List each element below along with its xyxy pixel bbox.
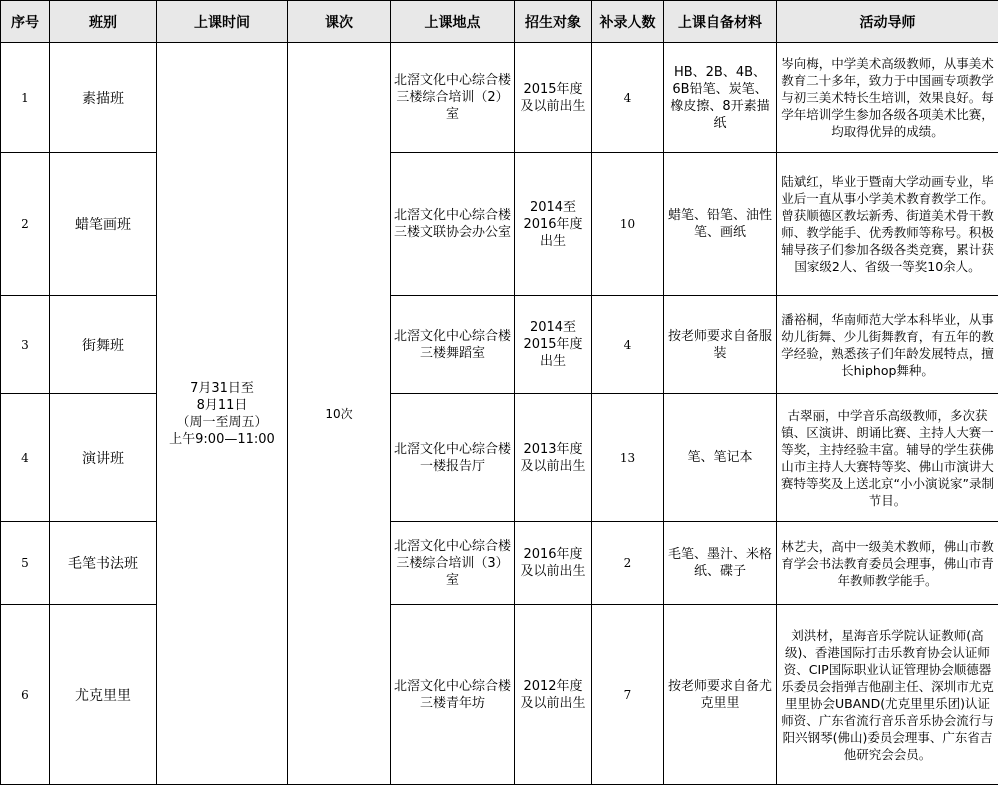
header-row <box>1 1 998 43</box>
table-row <box>1 394 998 522</box>
row-index: 4 <box>1 394 50 522</box>
row-count: 4 <box>592 296 664 394</box>
table-row <box>1 605 998 785</box>
row-count: 7 <box>592 605 664 785</box>
row-location: 北滘文化中心综合楼一楼报告厅 <box>391 394 515 522</box>
row-materials: 毛笔、墨汁、米格纸、碟子 <box>664 522 777 605</box>
row-teacher: 刘洪材，星海音乐学院认证教师(高级)、香港国际打击乐教育协会认证师资、CIP国际职业认证管理协会顺德器乐委员会指弹吉他副主任、深圳市尤克里里协会UBAND(尤克里里乐团)认证师资、广东省流行音乐音乐协会流行与阳兴钢琴(佛山)委员会理事、广东省吉他研究会会员。 <box>777 605 998 785</box>
row-count: 2 <box>592 522 664 605</box>
table-row <box>1 43 998 153</box>
table-row <box>1 296 998 394</box>
row-teacher: 陆斌红，毕业于暨南大学动画专业，毕业后一直从事小学美术教育教学工作。曾获顺德区教坛新秀、街道美术骨干教师、教学能手、优秀教师等称号。积极辅导孩子们参加各级各类竞赛，累计获国家级2人、省级一等奖10余人。 <box>777 153 998 296</box>
schedule-line: 7月31日至 <box>190 380 254 396</box>
row-materials: 笔、笔记本 <box>664 394 777 522</box>
row-location: 北滘文化中心综合楼三楼舞蹈室 <box>391 296 515 394</box>
row-materials: 按老师要求自备服装 <box>664 296 777 394</box>
schedule-line: 8月11日 <box>196 397 248 413</box>
schedule-line: 上午9:00—11:00 <box>169 431 275 447</box>
row-target: 2016年度及以前出生 <box>515 522 592 605</box>
row-count: 10 <box>592 153 664 296</box>
row-index: 6 <box>1 605 50 785</box>
row-materials: 按老师要求自备尤克里里 <box>664 605 777 785</box>
header-teacher: 活动导师 <box>777 1 998 43</box>
row-location: 北滘文化中心综合楼三楼综合培训（2）室 <box>391 43 515 153</box>
table-row <box>1 522 998 605</box>
row-class-name: 街舞班 <box>50 296 157 394</box>
row-class-name: 毛笔书法班 <box>50 522 157 605</box>
row-target: 2014至2015年度出生 <box>515 296 592 394</box>
row-teacher: 岑向梅，中学美术高级教师，从事美术教育二十多年，致力于中国画专项教学与初三美术特长生培训，效果良好。每学年培训学生参加各级各项美术比赛，均取得优异的成绩。 <box>777 43 998 153</box>
header-schedule: 上课时间 <box>157 1 288 43</box>
row-target: 2014至2016年度出生 <box>515 153 592 296</box>
sessions-cell: 10次 <box>288 43 391 785</box>
schedule-cell <box>157 43 288 785</box>
header-location: 上课地点 <box>391 1 515 43</box>
table-row <box>1 153 998 296</box>
header-index: 序号 <box>1 1 50 43</box>
header-sessions: 课次 <box>288 1 391 43</box>
header-target: 招生对象 <box>515 1 592 43</box>
row-index: 5 <box>1 522 50 605</box>
header-materials: 上课自备材料 <box>664 1 777 43</box>
row-class-name: 素描班 <box>50 43 157 153</box>
row-location: 北滘文化中心综合楼三楼文联协会办公室 <box>391 153 515 296</box>
row-target: 2013年度及以前出生 <box>515 394 592 522</box>
row-index: 3 <box>1 296 50 394</box>
header-count: 补录人数 <box>592 1 664 43</box>
row-location: 北滘文化中心综合楼三楼青年坊 <box>391 605 515 785</box>
row-class-name: 演讲班 <box>50 394 157 522</box>
row-target: 2012年度及以前出生 <box>515 605 592 785</box>
header-class-name: 班别 <box>50 1 157 43</box>
table-body <box>1 43 998 785</box>
row-materials: HB、2B、4B、6B铅笔、炭笔、橡皮擦、8开素描纸 <box>664 43 777 153</box>
row-teacher: 林艺夫，高中一级美术教师，佛山市教育学会书法教育委员会理事，佛山市青年教师教学能手。 <box>777 522 998 605</box>
table-header <box>1 1 998 43</box>
row-location: 北滘文化中心综合楼三楼综合培训（3）室 <box>391 522 515 605</box>
row-teacher: 潘裕桐，华南师范大学本科毕业，从事幼儿街舞、少儿街舞教育，有五年的教学经验，熟悉孩子们年龄发展特点，擅长hiphop舞种。 <box>777 296 998 394</box>
row-count: 13 <box>592 394 664 522</box>
row-index: 1 <box>1 43 50 153</box>
row-teacher: 古翠丽，中学音乐高级教师，多次获镇、区演讲、朗诵比赛、主持人大赛一等奖，主持经验丰富。辅导的学生获佛山市主持人大赛特等奖、佛山市演讲大赛特等奖及上送北京“小小演说家”录制节目。 <box>777 394 998 522</box>
row-target: 2015年度及以前出生 <box>515 43 592 153</box>
row-count: 4 <box>592 43 664 153</box>
row-index: 2 <box>1 153 50 296</box>
row-class-name: 蜡笔画班 <box>50 153 157 296</box>
row-class-name: 尤克里里 <box>50 605 157 785</box>
schedule-line: （周一至周五） <box>176 414 268 430</box>
row-materials: 蜡笔、铅笔、油性笔、画纸 <box>664 153 777 296</box>
